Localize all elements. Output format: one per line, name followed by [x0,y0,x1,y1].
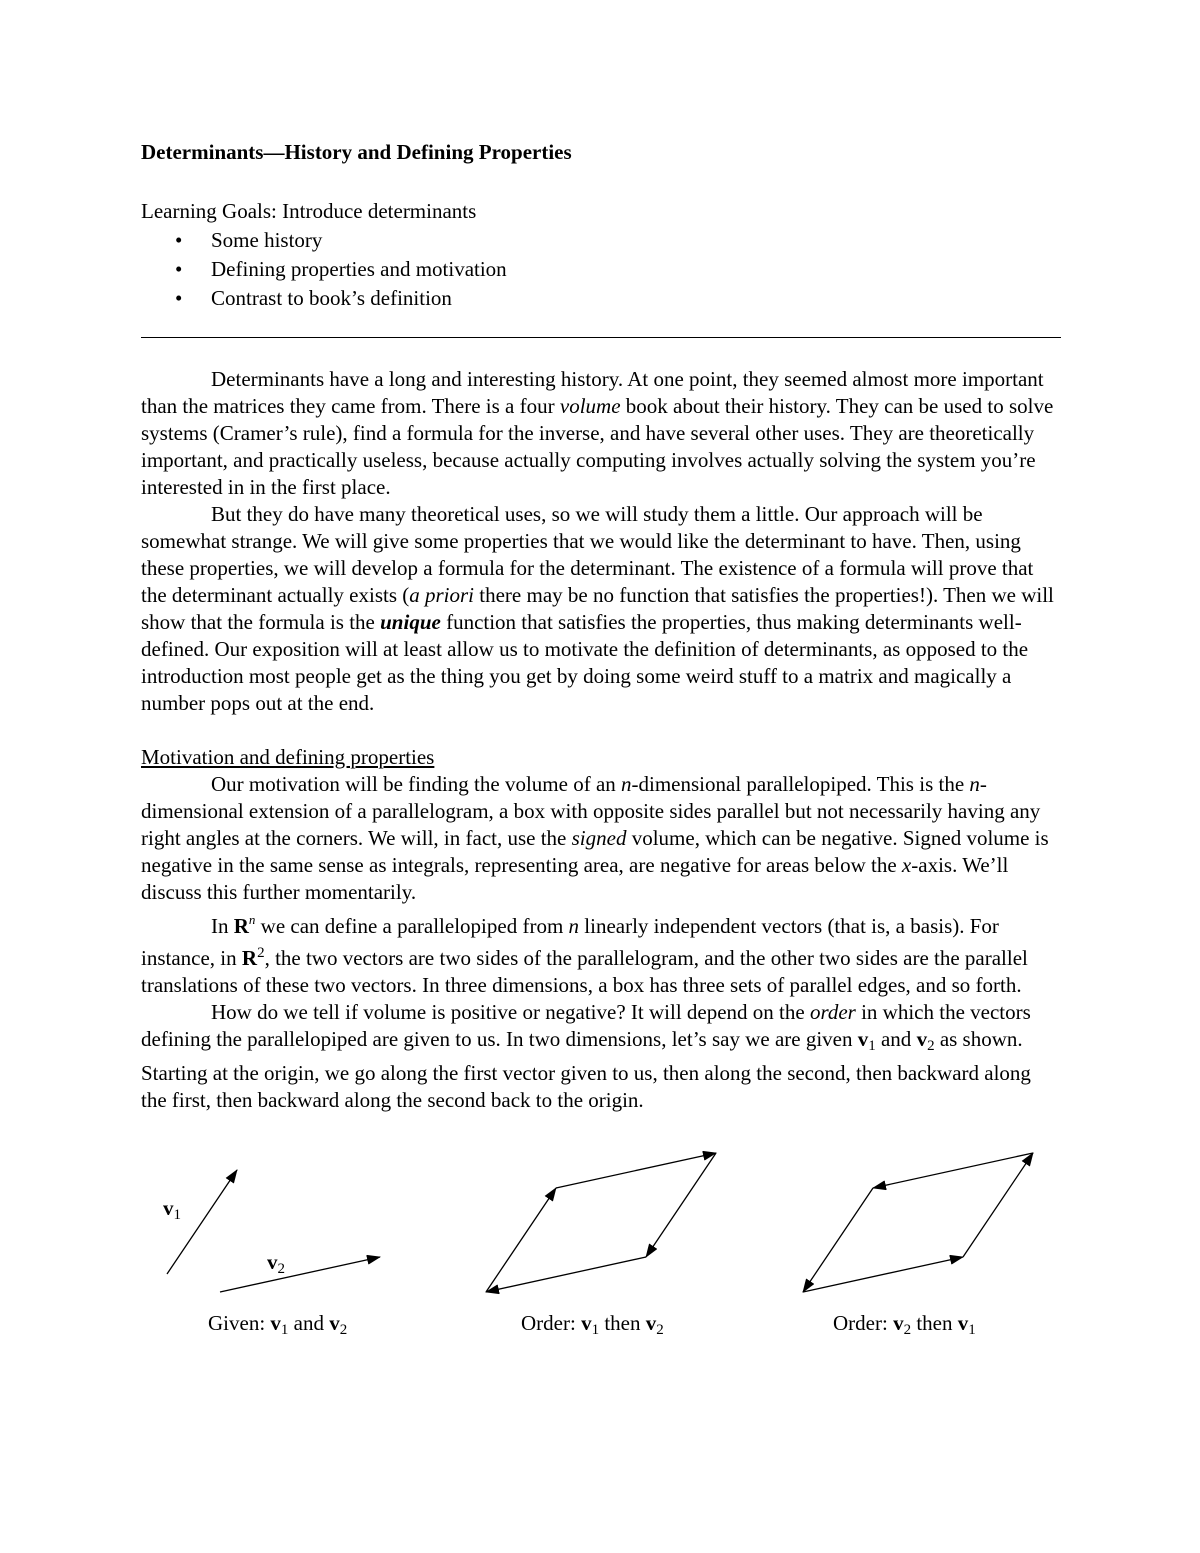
list-item: • Some history [141,226,507,255]
paragraph-approach: But they do have many theoretical uses, so we will study them a little. Our approach will be somewhat strange. We will give some properties that we would like the determinant to have. Then, using these properties, we will develop a formula for the determinant. The existence of a formula will prove that the determinant actually exists (a priori there may be no function that satisfies the properties!). Then we will show that the formula is the unique function that satisfies the properties, thus making determinants well-defined. Our exposition will at least allow us to motivate the definition of determinants, as opposed to the introduction most people get as the thing you get by doing some weird stuff to a matrix and magically a number pops out at the end. [141,502,1054,715]
caption-order-v2-v1: Order: $v_2$ then $v_1$ [833,1311,976,1338]
page-title: Determinants—History and Defining Properties [141,140,572,164]
edge-arrow [556,1153,716,1188]
learning-goals-list [141,226,507,313]
paragraph-history: Determinants have a long and interesting history. At one point, they seemed almost more important than the matrices they came from. There is a four volume book about their history. They can be used to solve systems (Cramer’s rule), find a formula for the inverse, and have several other uses. They are theoretically important, and practically useless, because actually computing involves actually solving the system you’re interested in in the first place. [141,367,1054,499]
edge-arrow [803,1257,963,1292]
body-text [141,366,1061,1114]
paragraph-orientation: How do we tell if volume is positive or negative? It will depend on the order in which the vectors defining the parallelopiped are given to us. In two dimensions, let’s say we are given $v_1$ and $v_2$ as shown. Starting at the origin, we go along the first vector given to us, then along the second, then backward along the first, then backward along the second back to the origin. [141,1000,1031,1112]
edge-arrow [646,1153,716,1257]
paragraph-motivation: Our motivation will be finding the volume of an n-dimensional parallelopiped. This is the n-dimensional extension of a parallelogram, a box with opposite sides parallel but not necessarily having any right angles at the corners. We will, in fact, use the signed volume, which can be negative. Signed volume is negative in the same sense as integrals, representing area, are negative for areas below the x-axis. We’ll discuss this further momentarily. [141,772,1049,904]
edge-arrow [963,1153,1033,1257]
label-v1: $v_1$ [163,1196,181,1223]
edge-arrow [803,1188,873,1292]
caption-given: Given: $v_1$ and $v_2$ [208,1311,348,1338]
list-item: • Defining properties and motivation [141,255,507,284]
paragraph-parallelopiped: In $R^n$ we can define a parallelopiped from n linearly independent vectors (that is, a basis). For instance, in $R^2$, the two vectors are two sides of the parallelogram, and the other two sides are the parallel translations of these two vectors. In three dimensions, a box has three sets of parallel edges, and so forth. [141,912,1028,997]
learning-goals [141,197,507,313]
section-heading: Motivation and defining properties [141,745,435,769]
horizontal-divider [141,337,1061,338]
edge-arrow [873,1153,1033,1188]
figure-order-v2-v1 [803,1153,1033,1292]
figure-order-v1-v2 [486,1153,716,1292]
edge-arrow [486,1188,556,1292]
bullet-icon: • [175,257,183,281]
edge-arrow [486,1257,646,1292]
list-item: • Contrast to book’s definition [141,284,507,313]
vector-v2-arrow [220,1257,380,1292]
learning-goals-heading: Learning Goals: Introduce determinants [141,199,477,223]
label-v2: $v_2$ [267,1250,285,1277]
bullet-icon: • [175,286,183,310]
caption-order-v1-v2: Order: $v_1$ then $v_2$ [521,1311,664,1338]
bullet-icon: • [175,228,183,252]
